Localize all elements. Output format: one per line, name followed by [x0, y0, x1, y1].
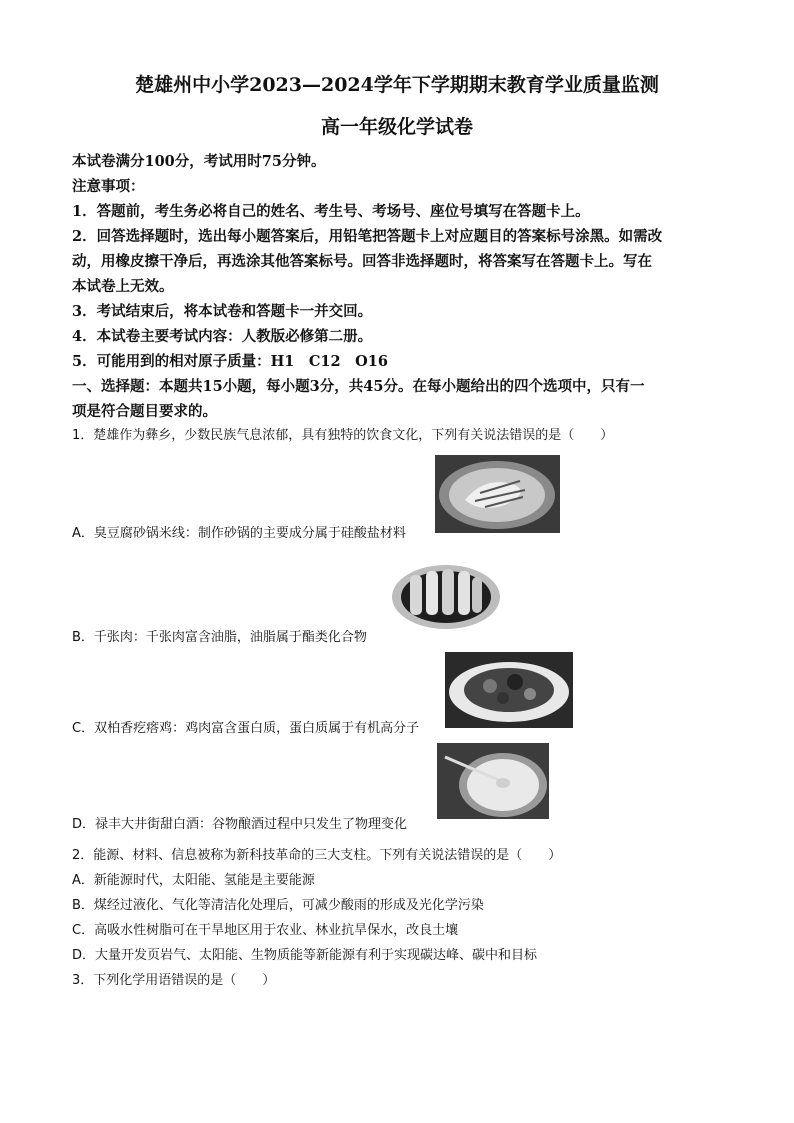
section-heading-line1: 一、选择题：本题共15小题，每小题3分，共45分。在每小题给出的四个选项中，只有一: [72, 378, 645, 395]
exam-subtitle: 高一年级化学试卷: [320, 116, 473, 138]
question-2-option-a: A．新能源时代，太阳能、氢能是主要能源: [72, 873, 315, 888]
question-2-option-b: B．煤经过液化、气化等清洁化处理后，可减少酸雨的形成及光化学污染: [72, 898, 484, 913]
pork-dish-photo: [390, 557, 502, 631]
chicken-dish-photo: [445, 652, 573, 728]
notice-item-2b: 动，用橡皮擦干净后，再选涂其他答案标号。回答非选择题时，将答案写在答题卡上。写在: [72, 253, 652, 270]
notice-item-3: 3．考试结束后，将本试卷和答题卡一并交回。: [72, 303, 373, 320]
question-3-stem: 3．下列化学用语错误的是（ ）: [72, 973, 276, 988]
question-1-option-d: D．禄丰大井街甜白酒：谷物酿酒过程中只发生了物理变化: [72, 817, 408, 832]
notice-item-5: 5．可能用到的相对原子质量：H1 C12 O16: [72, 353, 388, 370]
section-heading-line2: 项是符合题目要求的。: [72, 403, 217, 420]
question-1-option-a: A．臭豆腐砂锅米线：制作砂锅的主要成分属于硅酸盐材料: [72, 526, 406, 541]
rice-noodle-clay-pot-photo: [435, 455, 560, 533]
question-1-option-b: B．千张肉：千张肉富含油脂，油脂属于酯类化合物: [72, 630, 367, 645]
notice-item-2a: 2．回答选择题时，选出每小题答案后，用铅笔把答题卡上对应题目的答案标号涂黑。如需改: [72, 228, 663, 245]
question-1-stem: 1．楚雄作为彝乡，少数民族气息浓郁，具有独特的饮食文化，下列有关说法错误的是（ ）: [72, 428, 614, 443]
notice-item-4: 4．本试卷主要考试内容：人教版必修第二册。: [72, 328, 373, 345]
question-1-option-c: C．双柏香疙瘩鸡：鸡肉富含蛋白质，蛋白质属于有机高分子: [72, 721, 420, 736]
question-2-option-c: C．高吸水性树脂可在干旱地区用于农业、林业抗旱保水，改良土壤: [72, 923, 459, 938]
notice-item-1: 1．答题前，考生务必将自己的姓名、考生号、考场号、座位号填写在答题卡上。: [72, 203, 590, 220]
notice-title: 注意事项：: [72, 178, 145, 195]
sweet-wine-photo: [437, 743, 549, 819]
question-2-stem: 2．能源、材料、信息被称为新科技革命的三大支柱。下列有关说法错误的是（ ）: [72, 848, 562, 863]
exam-title: 楚雄州中小学2023—2024学年下学期期末教育学业质量监测: [135, 74, 659, 96]
question-2-option-d: D．大量开发页岩气、太阳能、生物质能等新能源有利于实现碳达峰、碳中和目标: [72, 948, 538, 963]
notice-item-2c: 本试卷上无效。: [72, 278, 174, 295]
score-note: 本试卷满分100分，考试用时75分钟。: [72, 153, 326, 170]
